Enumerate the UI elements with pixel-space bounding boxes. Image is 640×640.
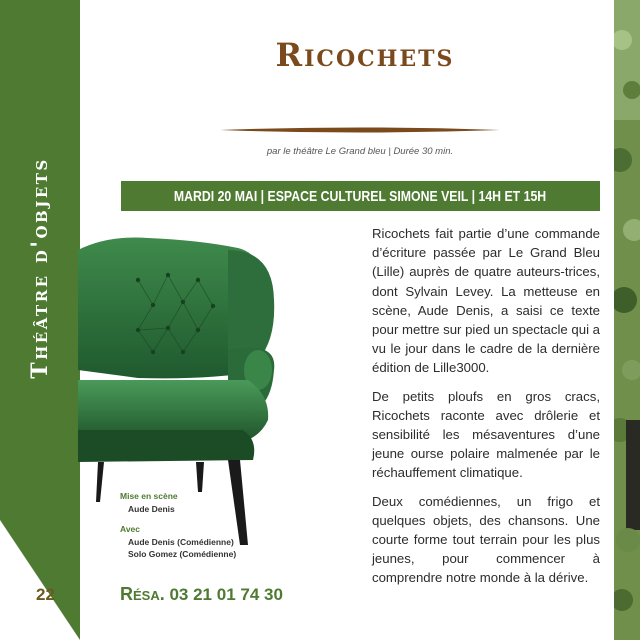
section-band (0, 0, 80, 640)
director-name: Aude Denis (128, 503, 175, 514)
schedule-text: MARDI 20 MAI | ESPACE CULTUREL SIMONE VEIL | 14H ET 15H (174, 187, 547, 205)
page-number: 22 (36, 585, 55, 604)
credits-block (120, 490, 236, 561)
reservation-phone: 03 21 01 74 30 (169, 585, 283, 604)
reservation (120, 584, 283, 605)
description-paragraph: Ricochets fait partie d’une commande d’écriture passée par Le Grand Bleu (Lille) auprès de quatre auteurs-trices, dont Sylvain Levey. La metteuse en scène, Aude Denis, a saisi ce texte pour mettre sur pied un spectacle qui a vu le jour dans le cadre de la dernière édition de Lille3000. (372, 226, 600, 376)
reservation-label: Résa. (120, 584, 165, 604)
description-paragraph: De petits ploufs en gros cracs, Ricochets raconte avec drôlerie et sensibilité les mésaventures d’une jeune ourse polaire malmenée par le réchauffement climatique. (372, 388, 600, 481)
show-credit: par le théâtre Le Grand bleu | Durée 30 min. (266, 146, 454, 157)
cast-name: Aude Denis (Comédienne) (128, 536, 234, 547)
show-title: Ricochets (275, 36, 455, 74)
cast-label: Avec (120, 524, 141, 534)
cast-name: Solo Gomez (Comédienne) (128, 549, 237, 559)
section-label: Théâtre d'objets (27, 157, 53, 379)
schedule-bar (121, 181, 600, 211)
foliage-photo (614, 0, 640, 640)
director-label: Mise en scène (120, 491, 178, 501)
description-paragraph: Deux comédiennes, un frigo et quelques objets, des chansons. Une courte forme tout terrain pour les plus jeunes, pour commencer à comprendre notre monde à la dérive. (372, 493, 600, 586)
title-divider (220, 126, 500, 134)
show-description (372, 224, 600, 597)
